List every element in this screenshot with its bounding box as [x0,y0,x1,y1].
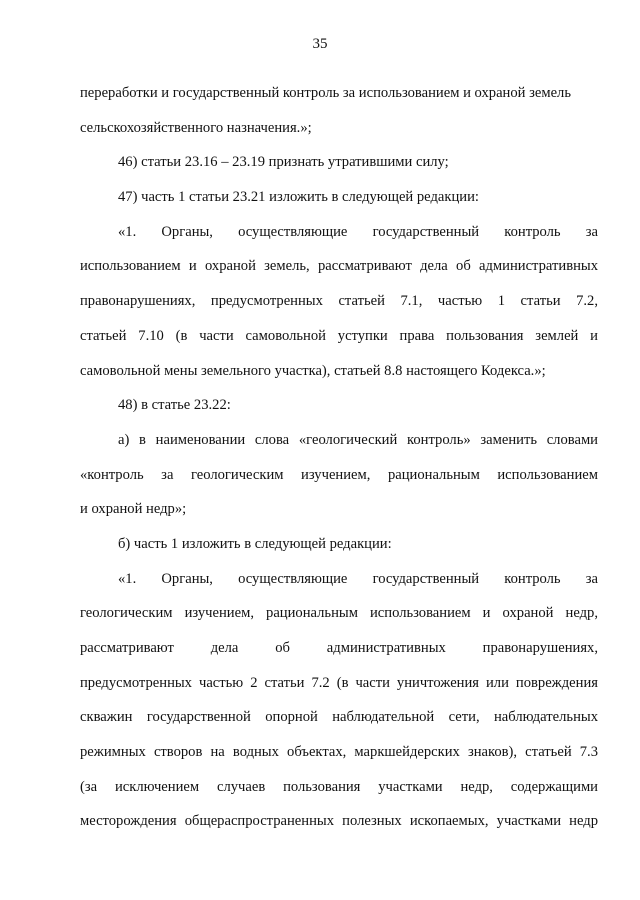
text-line: а) в наименовании слова «геологический контроль» заменить словами [118,431,598,448]
text-line: «1. Органы, осуществляющие государственный контроль за [118,223,598,240]
text-line: рассматривают дела об административных правонарушениях, [80,640,598,656]
text-line: 47) часть 1 статьи 23.21 изложить в следующей редакции: [118,189,479,206]
text-line: режимных створов на водных объектах, маркшейдерских знаков), статьей 7.3 [80,744,598,761]
text-line: (за исключением случаев пользования участками недр, содержащими [80,778,598,795]
text-line: б) часть 1 изложить в следующей редакции: [118,535,392,552]
text-line: сельскохозяйственного назначения.»; [80,119,312,136]
text-line: предусмотренных частью 2 статьи 7.2 (в части уничтожения или повреждения [80,674,598,691]
document-text [80,76,598,839]
text-line: геологическим изучением, рациональным использованием и охраной недр, [80,605,598,622]
text-line: 48) в статье 23.22: [118,397,231,414]
text-line: переработки и государственный контроль за использованием и охраной земель [80,85,571,101]
text-line: месторождения общераспространенных полезных ископаемых, участками недр [80,813,598,830]
text-line: скважин государственной опорной наблюдательной сети, наблюдательных [80,709,598,726]
text-line: самовольной мены земельного участка), статьей 8.8 настоящего Кодекса.»; [80,362,546,379]
text-line: правонарушениях, предусмотренных статьей 7.1, частью 1 статьи 7.2, [80,293,598,310]
text-line: использованием и охраной земель, рассматривают дела об административных [80,258,598,275]
text-line: «1. Органы, осуществляющие государственный контроль за [118,570,598,587]
text-line: 46) статьи 23.16 – 23.19 признать утратившими силу; [118,154,449,171]
page-number: 35 [312,36,328,52]
text-line: и охраной недр»; [80,501,187,518]
text-line: статьей 7.10 (в части самовольной уступки права пользования землей и [80,327,598,344]
text-line: «контроль за геологическим изучением, рациональным использованием [80,466,598,483]
